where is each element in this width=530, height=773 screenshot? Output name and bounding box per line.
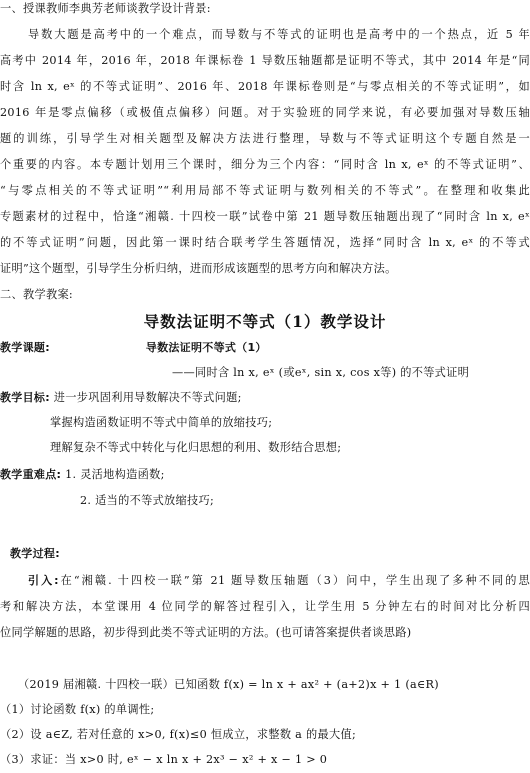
intro-label: 引入:	[28, 574, 59, 587]
intro-text: 在“湘赣. 十四校一联”第 21 题导数压轴题（3）问中，学生出现了多种不同的思	[58, 574, 530, 587]
paragraph-line: 时含 ln x, eˣ 的不等式证明”、2016 年、2018 年课标卷则是“与零点相关的不等式证明”，如	[0, 80, 530, 93]
key-item: 2. 适当的不等式放缩技巧;	[80, 494, 215, 507]
intro-line	[0, 572, 530, 588]
problem-part: （3）求证：当 x>0 时, eˣ − x ln x + 2x³ − x² + x − 1 > 0	[0, 753, 328, 766]
section2-heading: 二、教学教案:	[0, 288, 73, 301]
goal-label: 教学目标:	[0, 391, 50, 404]
problem-part: （2）设 a∈Z, 若对任意的 x>0, f(x)≤0 恒成立，求整数 a 的最大值;	[0, 728, 357, 741]
intro-line: 考和解决方法，本堂课用 4 位同学的解答过程引入，让学生用 5 分钟左右的时间对比分析四	[0, 600, 530, 613]
topic-row	[0, 339, 530, 355]
intro-line: 位同学解题的思路，初步得到此类不等式证明的方法。(也可请答案提供者谈思路)	[0, 626, 412, 639]
paragraph-line: 的不等式证明”问题，因此第一课时结合联考学生答题情况，选择“同时含 ln x, eˣ 的不等式	[0, 236, 530, 249]
section1-heading: 一、授课教师李典芳老师谈教学设计背景:	[0, 2, 211, 15]
paragraph-line: 导数大题是高考中的一个难点，而导数与不等式的证明也是高考中的一个热点，近 5 年	[28, 28, 530, 41]
paragraph-line: 2016 年是零点偏移（或极值点偏移）问题。对于实验班的同学来说，有必要加强对导数压轴	[0, 106, 530, 119]
goal-item: 掌握构造函数证明不等式中简单的放缩技巧;	[50, 416, 273, 429]
key-label: 教学重难点:	[0, 468, 62, 481]
problem-part: （1）讨论函数 f(x) 的单调性;	[0, 703, 155, 716]
problem-stem: （2019 届湘赣. 十四校一联）已知函数 f(x) = ln x + ax² + (a+2)x + 1 (a∈R)	[18, 678, 439, 691]
paragraph-line: 证明”这个题型，引导学生分析归纳，进而形成该题型的思考方向和解决方法。	[0, 262, 397, 275]
paragraph-line: 个重要的内容。本专题计划用三个课时，细分为三个内容：“同时含 ln x, eˣ 的不等式证明”、	[0, 158, 530, 171]
goal-row	[0, 389, 530, 405]
process-heading	[0, 545, 530, 561]
key-item: 1. 灵活地构造函数;	[65, 468, 165, 481]
process-label: 教学过程:	[10, 547, 60, 560]
topic-label: 教学课题:	[0, 341, 50, 354]
topic-value: 导数法证明不等式（1）	[145, 341, 267, 354]
goal-item: 理解复杂不等式中转化与化归思想的利用、数形结合思想;	[50, 441, 342, 454]
paragraph-line: “与零点相关的不等式证明”“利用局部不等式证明与数列相关的不等式”。在整理和收集此	[0, 184, 530, 197]
key-row	[0, 466, 530, 482]
lesson-subtitle: ——同时含 ln x, eˣ (或eˣ, sin x, cos x等) 的不等式证明	[172, 366, 470, 379]
paragraph-line: 专题素材的过程中，恰逢“湘赣. 十四校一联”试卷中第 21 题导数压轴题出现了“同时含 ln x, eˣ	[0, 210, 530, 223]
goal-item: 进一步巩固利用导数解决不等式问题;	[53, 391, 242, 404]
paragraph-line: 高考中 2014 年，2016 年，2018 年课标卷 1 导数压轴题都是证明不等式，其中 2014 年是“同	[0, 54, 530, 67]
paragraph-line: 题的训练，引导学生对相关题型及解决方法进行整理，导数与不等式证明这个专题自然是一	[0, 132, 530, 145]
lesson-title: 导数法证明不等式（1）教学设计	[143, 312, 387, 331]
